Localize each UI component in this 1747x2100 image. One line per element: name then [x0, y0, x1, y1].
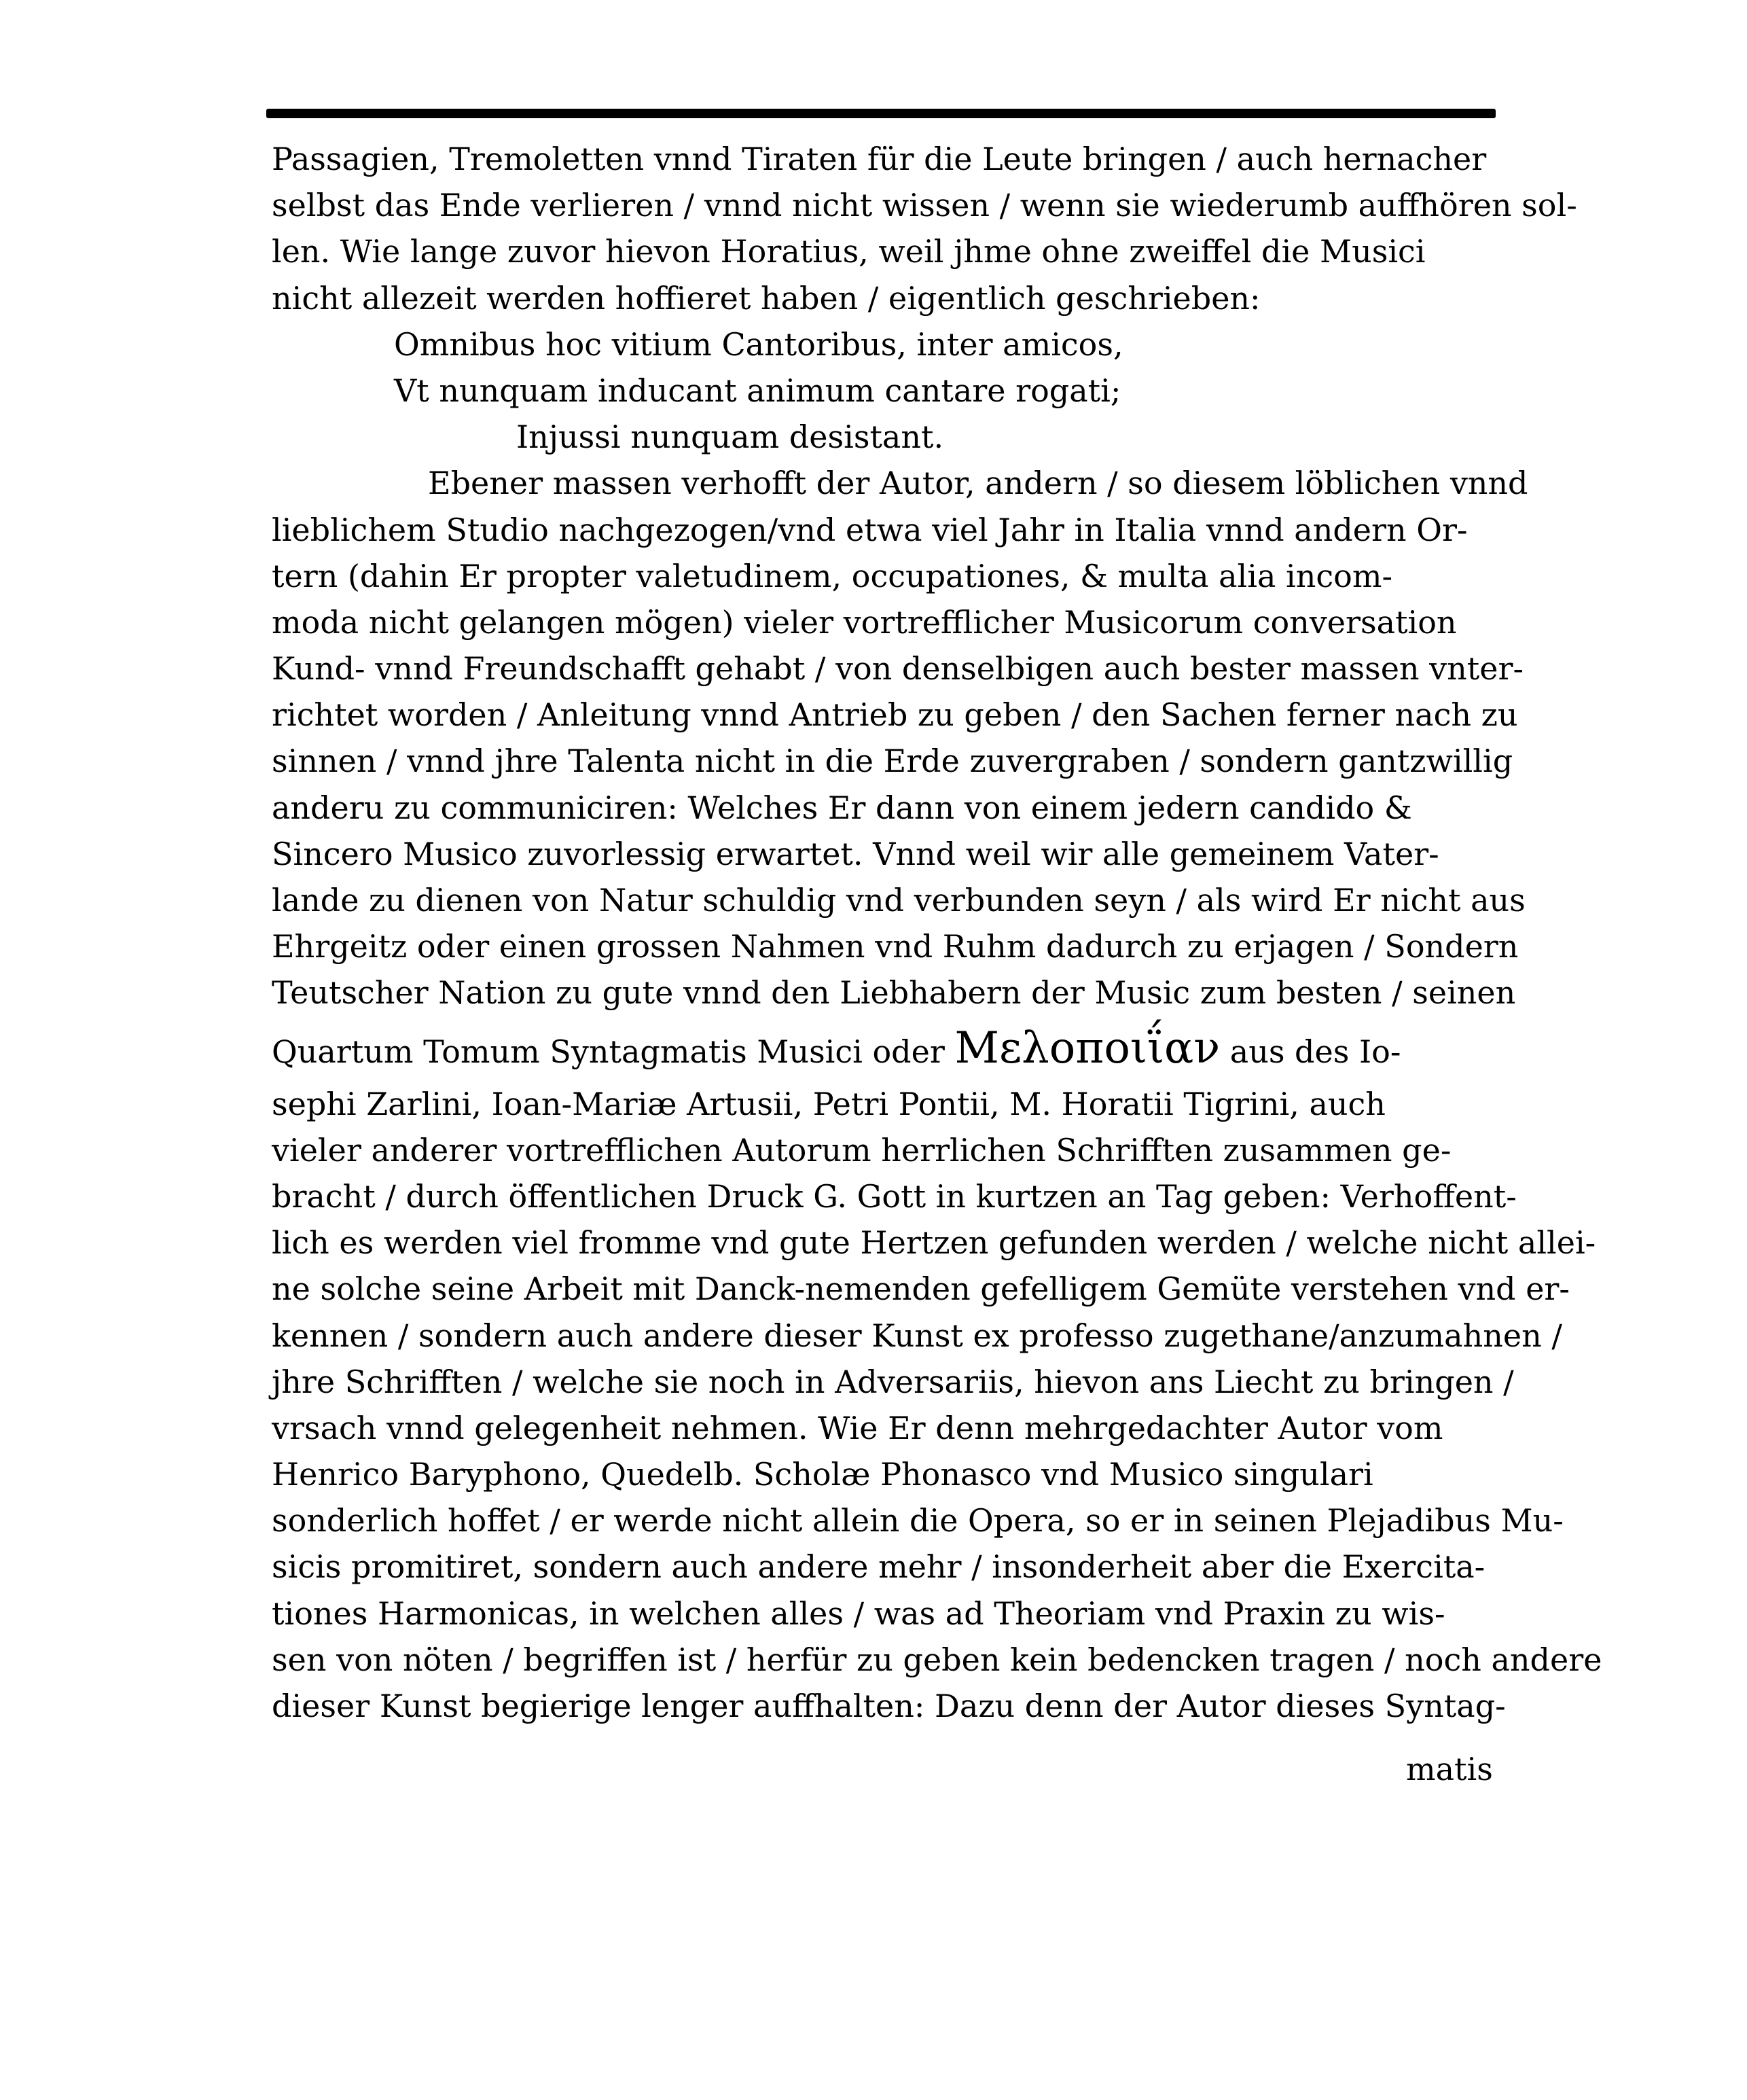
text-line: Ehrgeitz oder einen grossen Nahmen vnd Ruhm dadurch zu erjagen / Sondern: [272, 928, 1519, 965]
catchword: matis: [1406, 1751, 1493, 1787]
text-line: Sincero Musico zuvorlessig erwartet. Vnnd weil wir alle gemeinem Vater-: [272, 835, 1439, 872]
greek-word-line: Quartum Tomum Syntagmatis Musici oder Μελοποιΐαν aus des Io-: [272, 1016, 1494, 1081]
text-line: sonderlich hoffet / er werde nicht allein die Opera, so er in seinen Plejadibus Mu-: [272, 1502, 1564, 1540]
text-line: Passagien, Tremoletten vnnd Tiraten für die Leute bringen / auch hernacher: [272, 141, 1487, 177]
text-line: sinnen / vnnd jhre Talenta nicht in die Erde zuvergraben / sondern gantzwillig: [272, 743, 1513, 780]
text-line: selbst das Ende verlieren / vnnd nicht wissen / wenn sie wiederumb auffhören sol-: [272, 187, 1577, 224]
greek-word: Μελοποιΐαν: [954, 1022, 1221, 1073]
text-line: sen von nöten / begriffen ist / herfür zu geben kein bedencken tragen / noch andere: [272, 1641, 1602, 1678]
text-line: lich es werden viel fromme vnd gute Hertzen gefunden werden / welche nicht allei-: [272, 1224, 1596, 1262]
text-line: len. Wie lange zuvor hievon Horatius, weil jhme ohne zweiffel die Musici: [272, 233, 1426, 270]
text-line: vrsach vnnd gelegenheit nehmen. Wie Er denn mehrgedachter Autor vom: [272, 1409, 1443, 1446]
paragraph-first-line: Ebener massen verhofft der Autor, andern / so diesem löblichen vnnd: [428, 465, 1528, 502]
text-line: jhre Schrifften / welche sie noch in Adversariis, hievon ans Liecht zu bringen /: [272, 1363, 1514, 1400]
text-line: sephi Zarlini, Ioan-Mariæ Artusii, Petri Pontii, M. Horatii Tigrini, auch: [272, 1085, 1386, 1122]
text-line: lande zu dienen von Natur schuldig vnd verbunden seyn / als wird Er nicht aus: [272, 882, 1526, 919]
text-line: Henrico Baryphono, Quedelb. Scholæ Phonasco vnd Musico singulari: [272, 1456, 1373, 1493]
text-line: richtet worden / Anleitung vnnd Antrieb zu geben / den Sachen ferner nach zu: [272, 696, 1518, 734]
text-line: bracht / durch öffentlichen Druck G. Gott in kurtzen an Tag geben: Verhoffent-: [272, 1177, 1517, 1215]
header-rule: [266, 109, 1496, 118]
verse-line: Vt nunquam inducant animum cantare rogati;: [394, 372, 1121, 409]
text-line: tiones Harmonicas, in welchen alles / was ad Theoriam vnd Praxin zu wis-: [272, 1595, 1445, 1632]
text-line: vieler anderer vortrefflichen Autorum herrlichen Schrifften zusammen ge-: [272, 1131, 1452, 1169]
text-line: lieblichem Studio nachgezogen/vnd etwa viel Jahr in Italia vnnd andern Or-: [272, 511, 1468, 548]
text-line: Kund- vnnd Freundschafft gehabt / von denselbigen auch bester massen vnter-: [272, 650, 1524, 688]
verse-line: Omnibus hoc vitium Cantoribus, inter amicos,: [394, 325, 1123, 363]
text-line: tern (dahin Er propter valetudinem, occupationes, & multa alia incom-: [272, 557, 1392, 594]
text-line: nicht allezeit werden hoffieret haben / eigentlich geschrieben:: [272, 279, 1261, 317]
text-line: sicis promitiret, sondern auch andere mehr / insonderheit aber die Exercita-: [272, 1548, 1485, 1586]
text-line: dieser Kunst begierige lenger auffhalten: Dazu denn der Autor dieses Syntag-: [272, 1688, 1506, 1724]
text-line: moda nicht gelangen mögen) vieler vortrefflicher Musicorum conversation: [272, 603, 1457, 641]
verse-line: Injussi nunquam desistant.: [516, 419, 944, 456]
text-line: ne solche seine Arbeit mit Danck-nemenden gefelligem Gemüte verstehen vnd er-: [272, 1270, 1570, 1308]
body-text: [272, 136, 1602, 1729]
text-line: Teutscher Nation zu gute vnnd den Liebhabern der Music zum besten / seinen: [272, 974, 1516, 1012]
text-line: anderu zu communiciren: Welches Er dann von einem jedern candido &: [272, 789, 1412, 826]
text-line: kennen / sondern auch andere dieser Kunst ex professo zugethane/anzumahnen /: [272, 1317, 1562, 1354]
